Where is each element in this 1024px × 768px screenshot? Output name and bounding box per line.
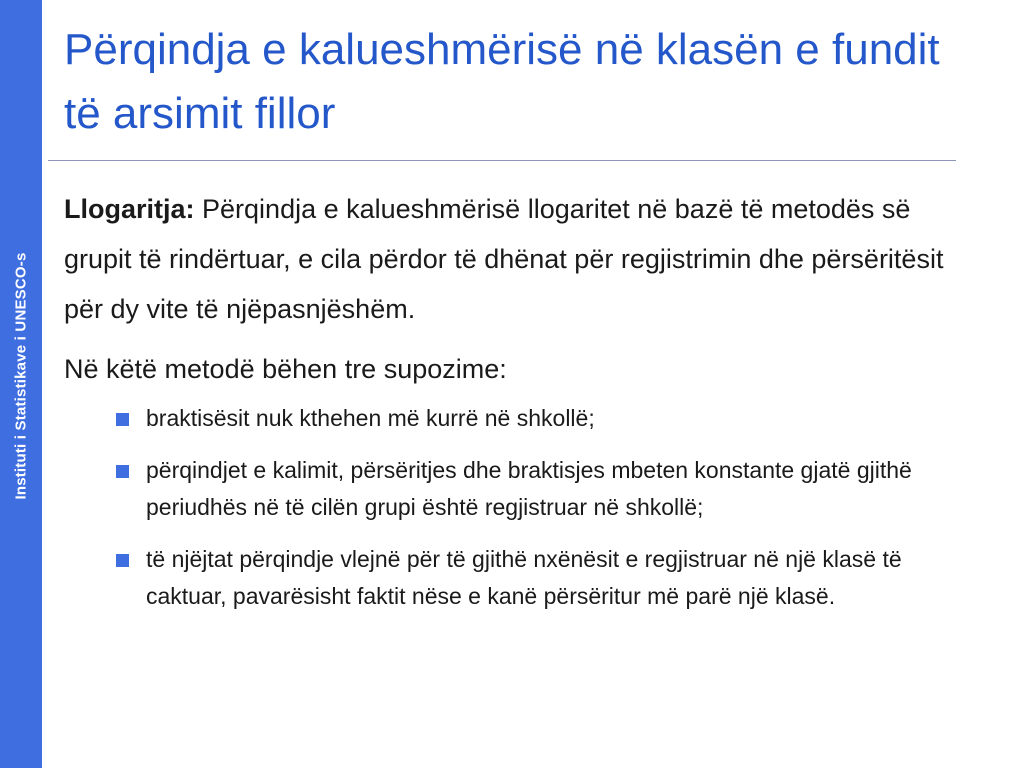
sidebar-label: Instituti i Statistikave i UNESCO-s — [12, 252, 30, 500]
calculation-label: Llogaritja: — [64, 194, 195, 224]
square-bullet-icon — [116, 554, 129, 567]
title-divider — [48, 160, 956, 161]
list-item — [116, 541, 964, 615]
list-item — [116, 452, 964, 526]
list-item-text: braktisësit nuk kthehen më kurrë në shkollë; — [146, 405, 595, 431]
calculation-text: Përqindja e kalueshmërisë llogaritet në bazë të metodës së grupit të rindërtuar, e cila përdor të dhënat për regjistrimin dhe përsëritësit për dy vite të njëpasnjëshëm. — [64, 194, 944, 324]
list-item-text: përqindjet e kalimit, përsëritjes dhe braktisjes mbeten konstante gjatë gjithë periudhës në të cilën grupi është regjistruar në shkollë; — [146, 457, 912, 520]
slide-content — [64, 184, 964, 630]
list-item-text: të njëjtat përqindje vlejnë për të gjithë nxënësit e regjistruar në një klasë të caktuar, pavarësisht faktit nëse e kanë përsëritur më parë një klasë. — [146, 546, 902, 609]
page-title: Përqindja e kalueshmërisë në klasën e fundit të arsimit fillor — [64, 25, 940, 138]
square-bullet-icon — [116, 413, 129, 426]
assumptions-intro: Në këtë metodë bëhen tre supozime: — [64, 354, 507, 384]
calculation-paragraph — [64, 184, 964, 334]
square-bullet-icon — [116, 465, 129, 478]
sidebar — [0, 0, 42, 768]
assumptions-list — [64, 400, 964, 615]
list-item — [116, 400, 964, 437]
